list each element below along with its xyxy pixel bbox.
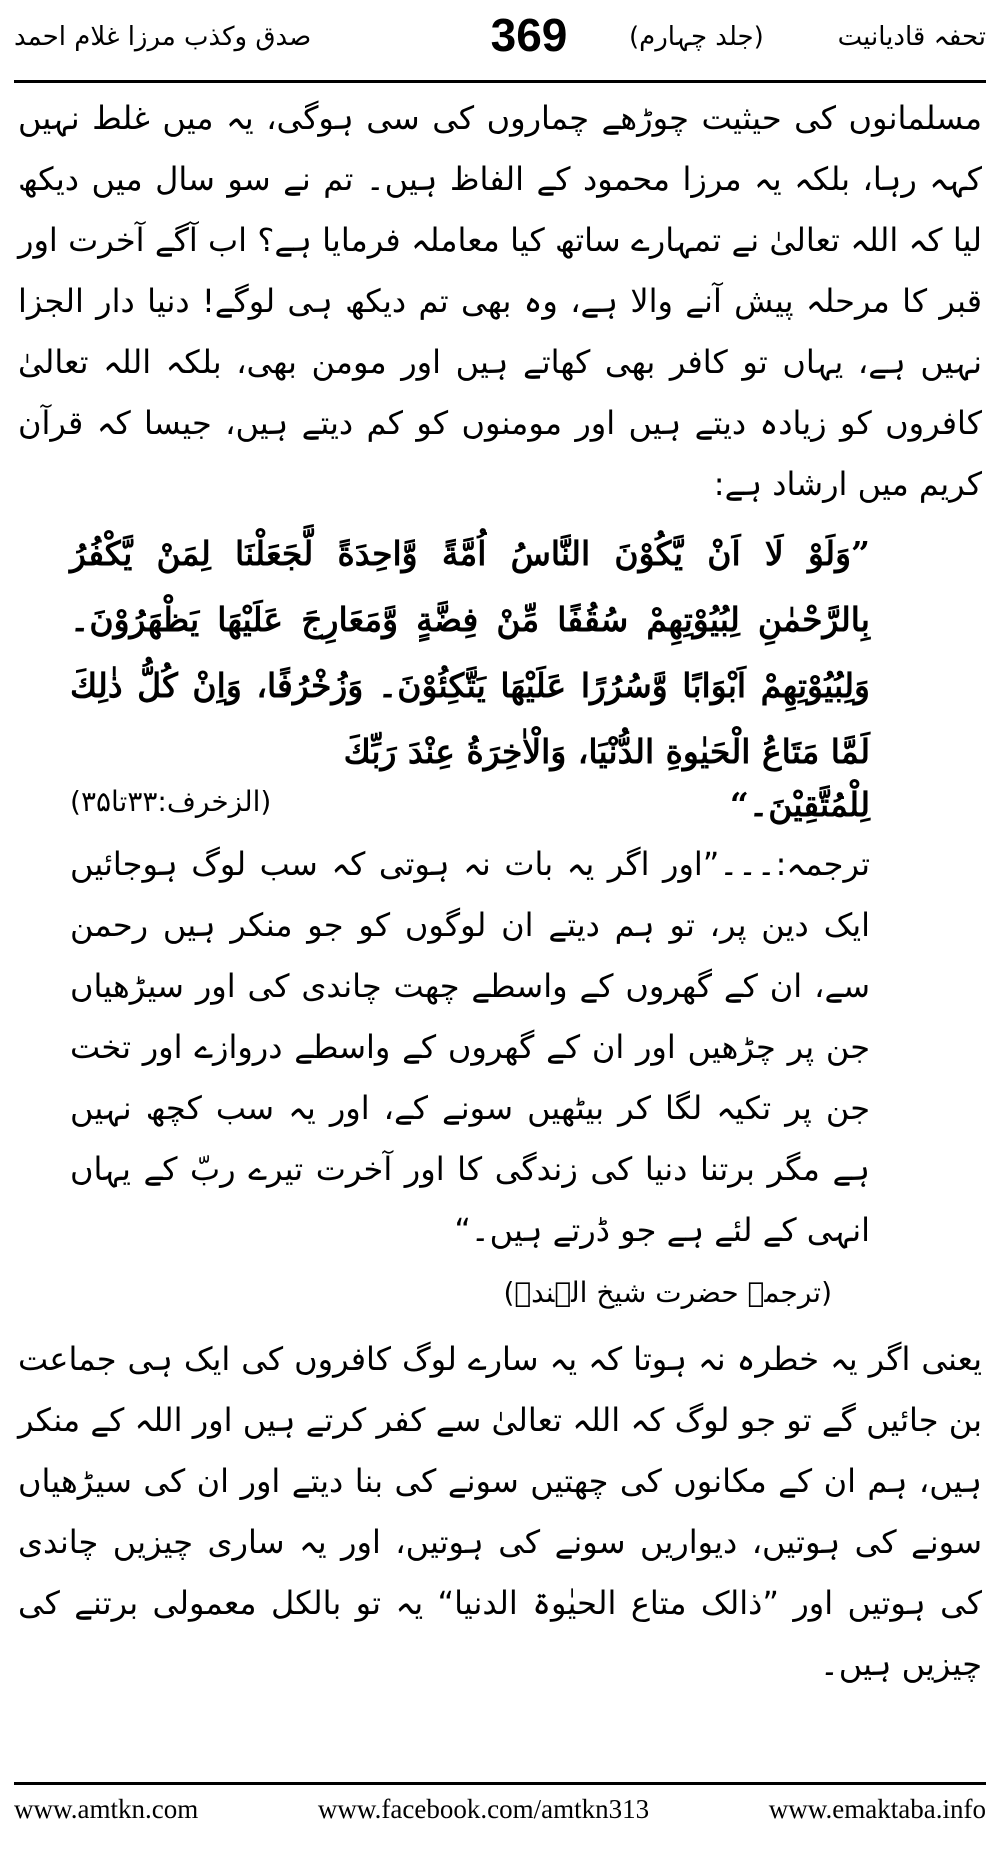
page-header bbox=[14, 9, 986, 80]
volume-label: (جلد چہارم) bbox=[629, 22, 764, 52]
footer-divider bbox=[14, 1782, 986, 1785]
translator-credit: (ترجمہ حضرت شیخ الہندؒ) bbox=[503, 1276, 832, 1309]
chapter-title: صدق وکذب مرزا غلام احمد bbox=[14, 22, 312, 52]
paragraph-intro: مسلمانوں کی حیثیت چوڑھے چماروں کی سی ہوگی، یہ میں غلط نہیں کہہ رہا، بلکہ یہ مرزا محمود کے الفاظ ہیں۔ تم نے سو سال میں دیکھ لیا کہ اللہ تعالیٰ نے تمہارے ساتھ کیا معاملہ فرمایا ہے؟ اب آگے آخرت اور قبر کا مرحلہ پیش آنے والا ہے، وہ بھی تم دیکھ ہی لوگے! دنیا دار الجزا نہیں ہے، یہاں تو کافر بھی کھاتے ہیں اور مومن بھی، بلکہ اللہ تعالیٰ کافروں کو زیادہ دیتے ہیں اور مومنوں کو کم دیتے ہیں، جیسا کہ قرآن کریم میں ارشاد ہے: bbox=[18, 99, 983, 503]
paragraph-explanation: یعنی اگر یہ خطرہ نہ ہوتا کہ یہ سارے لوگ کافروں کی ایک ہی جماعت بن جائیں گے تو جو لوگ کہ اللہ تعالیٰ سے کفر کرتے ہیں اور اللہ کے منکر ہیں، ہم ان کے مکانوں کی چھتیں سونے کی بنا دیتے اور ان کی سیڑھیاں سونے کی ہوتیں، دیواریں سونے کی ہوتیں، اور یہ ساری چیزیں چاندی کی ہوتیں اور ”ذالک متاع الحیٰوۃ الدنیا“ یہ تو بالکل معمولی برتنے کی چیزیں ہیں۔ bbox=[18, 1340, 983, 1683]
page-number: 369 bbox=[490, 9, 568, 61]
page-content bbox=[18, 88, 982, 1695]
page-footer bbox=[14, 1782, 986, 1838]
quran-verse: ”وَلَوْ لَا اَنْ يَّكُوْنَ النَّاسُ اُمَّةً وَّاحِدَةً لَّجَعَلْنَا لِمَنْ يَّكْفُرُ بِالرَّحْمٰنِ لِبُيُوْتِهِمْ سُقُفًا مِّنْ فِضَّةٍ وَّمَعَارِجَ عَلَيْهَا يَظْهَرُوْنَ۔ وَلِبُيُوْتِهِمْ اَبْوَابًا وَّسُرُرًا عَلَيْهَا يَتَّكِئُوْنَ۔ وَزُخْرُفًا، وَاِنْ كُلُّ ذٰلِكَ لَمَّا مَتَاعُ الْحَيٰوةِ الدُّنْيَا، وَالْاٰخِرَةُ عِنْدَ رَبِّكَ bbox=[70, 534, 870, 771]
website-link-emaktaba[interactable]: www.emaktaba.info bbox=[768, 1794, 986, 1824]
header-divider bbox=[14, 80, 986, 83]
verse-translation: ترجمہ:۔۔۔”اور اگر یہ بات نہ ہوتی کہ سب لوگ ہوجائیں ایک دین پر، تو ہم دیتے ان لوگوں کو جو منکر ہیں رحمن سے، ان کے گھروں کے واسطے چھت چاندی کی اور سیڑھیاں جن پر چڑھیں اور ان کے گھروں کے واسطے دروازے اور تخت جن پر تکیہ لگا کر بیٹھیں سونے کے، اور یہ سب کچھ نہیں ہے مگر برتنا دنیا کی زندگی کا اور آخرت تیرے ربّ کے یہاں انہی کے لئے ہے جو ڈرتے ہیں۔“ bbox=[70, 845, 871, 1249]
website-link-amtkn[interactable]: www.amtkn.com bbox=[14, 1794, 199, 1824]
quran-verse-end: لِلْمُتَّقِيْنَ۔“ bbox=[729, 785, 870, 824]
quran-reference: (الزخرف:۳۳تا۳۵) bbox=[70, 785, 272, 818]
quran-reference-line bbox=[70, 785, 870, 824]
footer-links bbox=[14, 1794, 986, 1825]
facebook-link[interactable]: www.facebook.com/amtkn313 bbox=[317, 1794, 650, 1824]
book-title: تحفہ قادیانیت bbox=[837, 22, 986, 52]
